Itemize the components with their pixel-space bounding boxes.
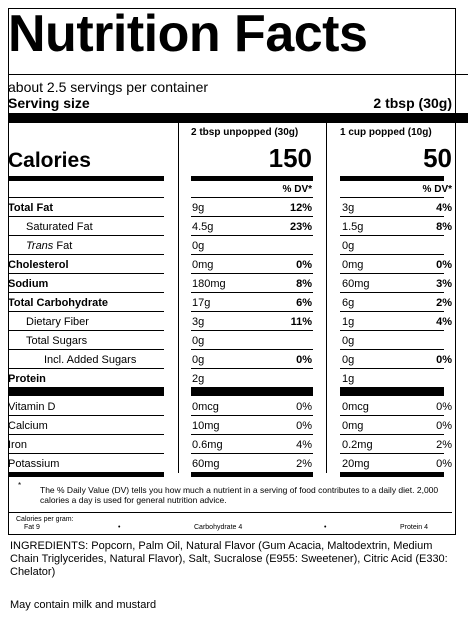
dv-unpopped: 23% <box>289 221 312 233</box>
dv-header-popped: % DV* <box>422 184 452 195</box>
calories-label: Calories <box>8 149 91 172</box>
vitamin-dv-unpopped: 4% <box>296 439 312 451</box>
dv-popped: 4% <box>436 202 452 214</box>
row-divider-c2 <box>340 235 444 236</box>
cpg-separator-2: • <box>324 524 327 531</box>
amount-popped: 0mg <box>342 259 364 271</box>
vitamin-divider-thick-c2 <box>340 387 444 396</box>
row-divider-c1 <box>191 330 313 331</box>
row-divider-c1 <box>191 349 313 350</box>
nutrient-name: Saturated Fat <box>26 221 93 233</box>
vitamin-divider-thick-name <box>8 387 164 396</box>
bottom-divider-thick-c2 <box>340 472 444 477</box>
vitamin-dv-unpopped: 0% <box>296 401 312 413</box>
vitamin-divider-name <box>8 415 164 416</box>
amount-unpopped: 3g <box>192 316 205 328</box>
amount-popped: 3g <box>342 202 355 214</box>
bottom-divider-thick-c1 <box>191 472 313 477</box>
row-divider-c1 <box>191 216 313 217</box>
row-divider-c2 <box>340 216 444 217</box>
row-divider-c2 <box>340 349 444 350</box>
vitamin-amount-unpopped: 0mcg <box>192 401 219 413</box>
vitamin-divider-c1 <box>191 434 313 435</box>
row-divider-name <box>8 349 164 350</box>
nutrient-name-rest: Fat <box>53 240 73 252</box>
vitamin-divider-name <box>8 434 164 435</box>
nutrient-name: Dietary Fiber <box>26 316 89 328</box>
nutrient-name: Incl. Added Sugars <box>44 354 137 366</box>
cpg-carbohydrate: Carbohydrate 4 <box>194 524 243 531</box>
vitamin-dv-unpopped: 0% <box>296 420 312 432</box>
column-header-popped: 1 cup popped (10g) <box>340 127 432 138</box>
ingredients-text: INGREDIENTS: Popcorn, Palm Oil, Natural Flavor (Gum Acacia, Maltodextrin, Medium Chain Triglycerides, Natural Flavor), Salt, Sucralose (E955: Sweetener), Citric Acid (E330: Chelator) <box>10 540 448 578</box>
nutrient-name: Total Carbohydrate <box>8 297 109 309</box>
divider-thin <box>8 74 468 75</box>
row-divider-c2 <box>340 292 444 293</box>
nutrient-name: Cholesterol <box>8 259 69 271</box>
amount-popped: 0g <box>342 240 355 252</box>
column-divider-2 <box>326 123 327 473</box>
vitamin-amount-popped: 0.2mg <box>342 439 373 451</box>
row-divider-name <box>8 330 164 331</box>
vitamin-name: Iron <box>8 439 27 451</box>
row-divider-c1 <box>191 311 313 312</box>
row-divider-c1 <box>191 292 313 293</box>
vitamin-dv-popped: 0% <box>436 401 452 413</box>
dv-unpopped: 0% <box>296 354 312 366</box>
nutrient-name: Total Fat <box>8 202 54 214</box>
nutrient-name: Total Sugars <box>26 335 88 347</box>
row-divider-name <box>8 292 164 293</box>
cpg-separator-1: • <box>118 524 121 531</box>
dv-unpopped: 11% <box>290 316 312 328</box>
vitamin-dv-popped: 2% <box>436 439 452 451</box>
cpg-fat: Fat 9 <box>24 524 40 531</box>
nutrient-name: Protein <box>8 373 46 385</box>
amount-unpopped: 2g <box>192 373 205 385</box>
dv-popped: 3% <box>436 278 452 290</box>
vitamin-divider-c2 <box>340 453 444 454</box>
amount-popped: 1g <box>342 373 355 385</box>
vitamin-dv-popped: 0% <box>436 458 452 470</box>
calories-per-gram-label: Calories per gram: <box>16 516 74 523</box>
vitamin-amount-unpopped: 10mg <box>192 420 220 432</box>
calories-value-unpopped: 150 <box>268 143 312 173</box>
row-divider-c1 <box>191 254 313 255</box>
calories-per-gram-divider <box>8 512 452 513</box>
row-divider-c2 <box>340 254 444 255</box>
amount-popped: 0g <box>342 354 355 366</box>
dv-popped: 0% <box>436 354 452 366</box>
divider-thick <box>8 113 468 123</box>
calories-bar-popped <box>340 176 444 181</box>
vitamin-amount-popped: 0mg <box>342 420 364 432</box>
dv-popped: 2% <box>436 297 452 309</box>
row-divider-c2 <box>340 368 444 369</box>
dv-popped: 4% <box>436 316 452 328</box>
vitamin-amount-popped: 0mcg <box>342 401 369 413</box>
servings-per-container: about 2.5 servings per container <box>8 79 209 95</box>
nutrient-name <box>26 241 72 252</box>
dv-unpopped: 6% <box>296 297 312 309</box>
row-divider-c2 <box>340 197 444 198</box>
row-divider-name <box>8 235 164 236</box>
column-divider-1 <box>178 123 179 473</box>
amount-unpopped: 17g <box>192 297 211 309</box>
amount-popped: 60mg <box>342 278 370 290</box>
vitamin-divider-c2 <box>340 434 444 435</box>
row-divider-c2 <box>340 273 444 274</box>
row-divider-c1 <box>191 235 313 236</box>
nutrient-name-italic: Trans <box>26 240 54 252</box>
vitamin-dv-unpopped: 2% <box>296 458 312 470</box>
row-divider-c2 <box>340 330 444 331</box>
row-divider-c2 <box>340 311 444 312</box>
row-divider-name <box>8 254 164 255</box>
amount-popped: 1.5g <box>342 221 364 233</box>
dv-popped: 0% <box>436 259 452 271</box>
label-title: Nutrition Facts <box>8 5 368 63</box>
amount-unpopped: 0g <box>192 335 205 347</box>
nutrient-name: Sodium <box>8 278 49 290</box>
dv-unpopped: 8% <box>296 278 312 290</box>
calories-bar-name <box>8 176 164 181</box>
serving-size-label: Serving size <box>8 95 90 111</box>
amount-unpopped: 180mg <box>192 278 226 290</box>
row-divider-name <box>8 197 164 198</box>
footnote-text: The % Daily Value (DV) tells you how much a nutrient in a serving of food contributes to a daily diet. 2,000 calories a day is used for general nutrition advice. <box>40 485 439 505</box>
amount-popped: 1g <box>342 316 355 328</box>
calories-bar-unpopped <box>191 176 313 181</box>
row-divider-c1 <box>191 368 313 369</box>
amount-unpopped: 9g <box>192 202 205 214</box>
dv-unpopped: 0% <box>296 259 312 271</box>
cpg-protein: Protein 4 <box>400 524 429 531</box>
row-divider-c1 <box>191 197 313 198</box>
vitamin-divider-c1 <box>191 415 313 416</box>
dv-popped: 8% <box>436 221 452 233</box>
vitamin-divider-name <box>8 453 164 454</box>
amount-popped: 6g <box>342 297 355 309</box>
dv-unpopped: 12% <box>289 202 312 214</box>
vitamin-amount-unpopped: 60mg <box>192 458 220 470</box>
vitamin-divider-c2 <box>340 415 444 416</box>
row-divider-c1 <box>191 273 313 274</box>
dv-header-unpopped: % DV* <box>282 184 312 195</box>
vitamin-name: Potassium <box>8 458 60 470</box>
amount-unpopped: 0g <box>192 240 205 252</box>
row-divider-name <box>8 368 164 369</box>
amount-popped: 0g <box>342 335 355 347</box>
bottom-divider-thick-name <box>8 472 164 477</box>
column-header-unpopped: 2 tbsp unpopped (30g) <box>191 127 299 138</box>
vitamin-name: Vitamin D <box>8 401 56 413</box>
allergen-statement: May contain milk and mustard <box>10 599 157 611</box>
vitamin-divider-thick-c1 <box>191 387 313 396</box>
row-divider-name <box>8 216 164 217</box>
footnote-star: * <box>18 481 22 490</box>
vitamin-dv-popped: 0% <box>436 420 452 432</box>
vitamin-amount-unpopped: 0.6mg <box>192 439 223 451</box>
vitamin-divider-c1 <box>191 453 313 454</box>
amount-unpopped: 4.5g <box>192 221 214 233</box>
vitamin-name: Calcium <box>8 420 48 432</box>
serving-size-value: 2 tbsp (30g) <box>373 95 452 111</box>
amount-unpopped: 0mg <box>192 259 214 271</box>
vitamin-amount-popped: 20mg <box>342 458 370 470</box>
calories-value-popped: 50 <box>423 143 452 173</box>
row-divider-name <box>8 311 164 312</box>
row-divider-name <box>8 273 164 274</box>
amount-unpopped: 0g <box>192 354 205 366</box>
